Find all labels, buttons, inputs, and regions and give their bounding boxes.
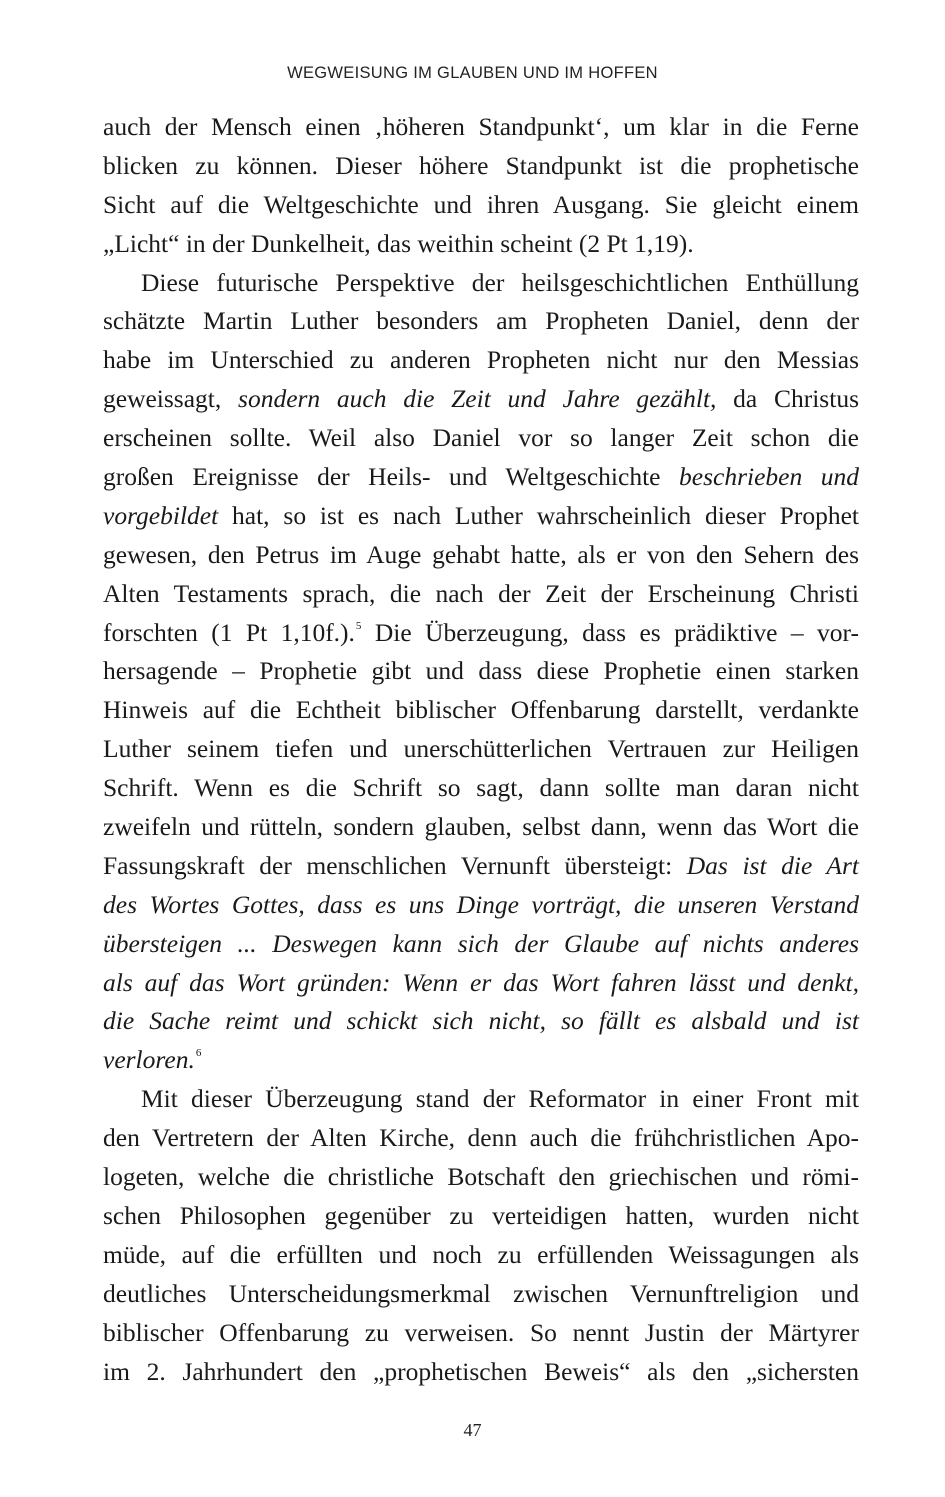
text-run: erscheinen sollte. Weil also Daniel vor so langer Zeit schon die [103,423,859,453]
text-line [103,225,859,264]
text-run: Alten Testaments sprach, die nach der Zeit der Erscheinung Christi [103,578,859,608]
text-run: schen Philosophen gegenüber zu verteidigen hatten, wurden nicht [103,1200,859,1230]
text-run: müde, auf die erfüllten und noch zu erfüllenden Weissagungen als [103,1239,859,1269]
text-run: Schrift. Wenn es die Schrift so sagt, dann sollte man daran nicht [103,773,859,803]
text-run: hat, so ist es nach Luther wahrscheinlich dieser Prophet [218,500,859,530]
text-line [103,419,859,458]
text-line [103,1353,859,1392]
text-run: schätzte Martin Luther besonders am Propheten Daniel, denn der [103,306,859,336]
text-line [103,847,859,886]
italic-text: die Sache reimt und schickt sich nicht, so fällt es alsbald und ist [103,1006,859,1036]
text-line [103,1080,859,1119]
text-run: im 2. Jahrhundert den „prophetischen Beweis“ als den „sichersten [103,1356,859,1386]
italic-text: beschrieben und [679,462,859,492]
footnote-marker: 5 [355,619,362,632]
text-line [103,108,859,147]
text-run: geweissagt, [103,384,239,414]
text-run: hersagende – Prophetie gibt und dass diese Prophetie einen starken [103,656,859,686]
text-run: blicken zu können. Dieser höhere Standpunkt ist die prophetische [103,150,859,180]
text-run: gewesen, den Petrus im Auge gehabt hatte, als er von den Sehern des [103,539,859,569]
text-run: Diese futurische Perspektive der heilsgeschichtlichen Enthüllung [141,267,859,297]
italic-text: als auf das Wort gründen: Wenn er das Wort fahren lässt und denkt, [103,967,859,997]
text-run: da Christus [716,384,859,414]
text-line [103,1119,859,1158]
text-run: forschten (1 Pt 1,10f.). [103,617,355,647]
italic-text: Das ist die Art [686,850,859,880]
text-line [103,925,859,964]
text-line [103,886,859,925]
text-line [103,1236,859,1275]
text-line [103,652,859,691]
italic-text: verloren. [103,1045,195,1075]
text-run: deutliches Unterscheidungsmerkmal zwischen Vernunftreligion und [103,1278,859,1308]
text-line [103,264,859,303]
text-run: „Licht“ in der Dunkelheit, das weithin scheint (2 Pt 1,19). [103,228,694,258]
text-line [103,614,859,653]
text-run: Mit dieser Überzeugung stand der Reformator in einer Front mit [141,1084,859,1114]
text-line [103,575,859,614]
text-line [103,147,859,186]
text-run: logeten, welche die christliche Botschaft den griechischen und römi- [103,1162,859,1192]
italic-text: vorgebildet [103,500,219,530]
text-line [103,1041,859,1080]
text-line [103,186,859,225]
italic-text: sondern auch die Zeit und Jahre gezählt, [238,384,717,414]
text-line [103,1158,859,1197]
footnote-marker: 6 [195,1047,202,1060]
text-run: habe im Unterschied zu anderen Propheten nicht nur den Messias [103,345,859,375]
text-line [103,341,859,380]
text-line [103,769,859,808]
text-line [103,691,859,730]
text-line [103,1002,859,1041]
text-line [103,458,859,497]
text-line [103,808,859,847]
text-run: den Vertretern der Alten Kirche, denn auch die frühchristlichen Apo- [103,1123,859,1153]
text-run: auch der Mensch einen ‚höheren Standpunkt‘, um klar in die Ferne [103,112,859,141]
text-run: zweifeln und rütteln, sondern glauben, selbst dann, wenn das Wort die [103,812,859,842]
text-run: Luther seinem tiefen und unerschütterlichen Vertrauen zur Heiligen [103,734,859,764]
page-number: 47 [463,1420,482,1440]
text-run: Sicht auf die Weltgeschichte und ihren Ausgang. Sie gleicht einem [103,189,859,219]
text-line [103,964,859,1003]
italic-text: übersteigen ... Deswegen kann sich der Glaube auf nichts anderes [103,928,859,958]
text-run: großen Ereignisse der Heils- und Weltgeschichte [103,462,680,492]
text-line [103,380,859,419]
text-run: Fassungskraft der menschlichen Vernunft übersteigt: [103,850,687,880]
running-head: WEGWEISUNG IM GLAUBEN UND IM HOFFEN [287,64,658,82]
text-line [103,536,859,575]
text-line [103,497,859,536]
text-line [103,730,859,769]
text-line [103,1197,859,1236]
text-line [103,1314,859,1353]
text-line [103,302,859,341]
text-run: Die Überzeugung, dass es prädiktive – vor- [361,617,859,647]
page-text [103,108,859,1391]
italic-text: des Wortes Gottes, dass es uns Dinge vorträgt, die unseren Verstand [103,889,859,919]
text-run: biblischer Offenbarung zu verweisen. So nennt Justin der Märtyrer [103,1317,859,1347]
text-line [103,1275,859,1314]
text-run: Hinweis auf die Echtheit biblischer Offenbarung darstellt, verdankte [103,695,859,725]
